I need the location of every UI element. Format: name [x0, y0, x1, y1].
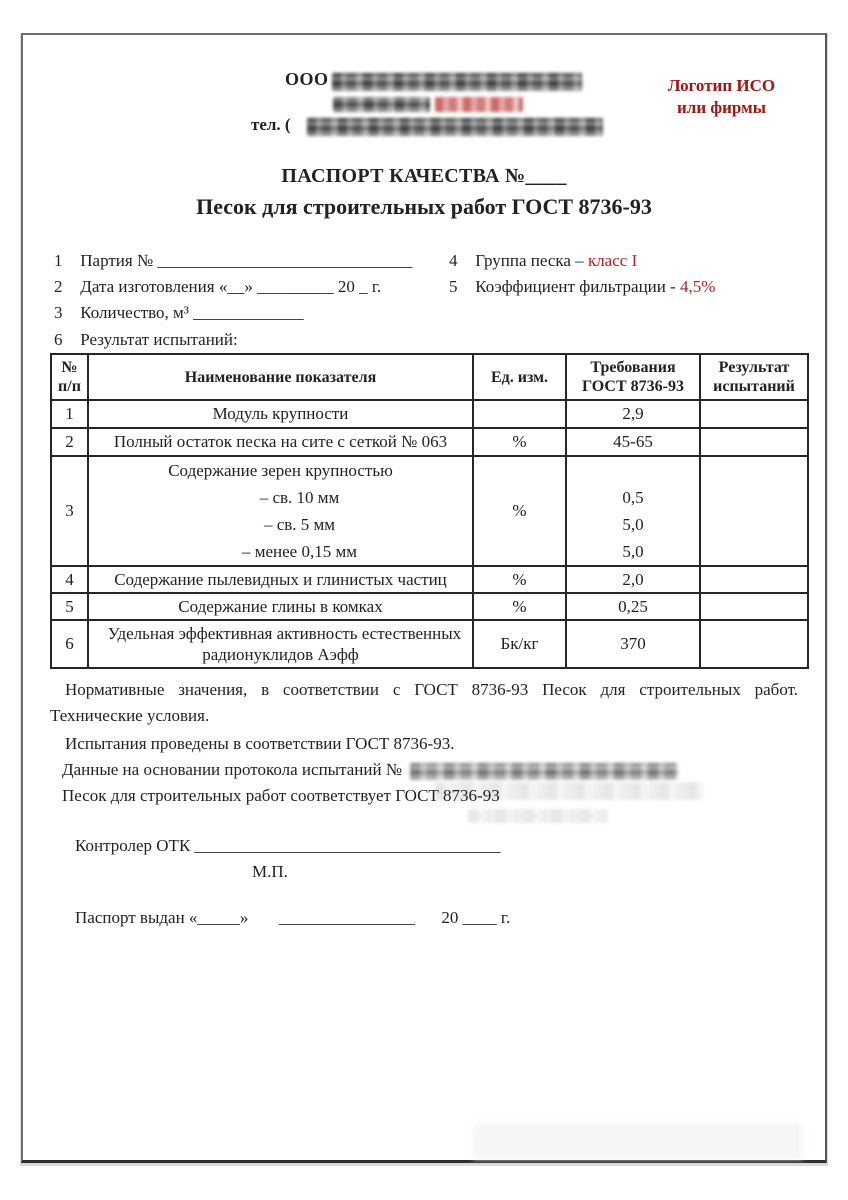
cell-num: 1	[51, 400, 88, 428]
issued-year: 20 ____ г.	[441, 908, 511, 927]
redacted-company-line2	[333, 97, 430, 112]
cell-name: Удельная эффективная активность естественных радионуклидов Аэфф	[88, 620, 473, 668]
grain-item-2: – св. 5 мм	[263, 515, 336, 534]
field-sand-group-value: класс I	[587, 251, 638, 270]
tests-note: Испытания проведены в соответствии ГОСТ 8736-93.	[65, 734, 455, 753]
grain-item-3: – менее 0,15 мм	[241, 542, 357, 561]
document-title-block	[23, 161, 825, 223]
document-title: ПАСПОРТ КАЧЕСТВА №____	[281, 165, 567, 187]
field-date-number: 2	[54, 277, 63, 296]
header-cell-requirements	[566, 354, 700, 400]
controller-line	[75, 833, 501, 859]
cell-unit: %	[473, 566, 566, 593]
header-cell-unit: Ед. изм.	[473, 354, 566, 400]
table-row	[51, 593, 808, 620]
cell-unit: %	[473, 593, 566, 620]
field-filtration-label: Коэффициент фильтрации -	[475, 277, 676, 296]
field-filtration-value: 4,5%	[680, 277, 716, 296]
protocol-prefix: Данные на основании протокола испытаний №	[62, 760, 403, 779]
table-row	[51, 400, 808, 428]
cell-unit	[473, 400, 566, 428]
redacted-company-line2-red	[435, 97, 523, 112]
redacted-phone-number	[307, 118, 603, 136]
field-quantity-number: 3	[54, 303, 63, 322]
cell-requirement: 370	[566, 620, 700, 668]
field-date-day-blank: «__»	[218, 277, 253, 296]
field-filtration-number: 5	[449, 277, 458, 296]
logo-placeholder	[634, 75, 809, 119]
cell-num: 6	[51, 620, 88, 668]
field-manufacture-date	[54, 277, 381, 297]
field-quantity-blank: _____________	[193, 303, 304, 322]
cell-unit: Бк/кг	[473, 620, 566, 668]
redacted-smudge-2	[468, 809, 608, 823]
cell-num: 3	[51, 456, 88, 566]
company-prefix: ООО	[285, 69, 329, 89]
cell-requirement: 45-65	[566, 428, 700, 456]
cell-result	[700, 593, 808, 620]
cell-name: Модуль крупности	[88, 400, 473, 428]
logo-placeholder-line1: Логотип ИСО	[667, 76, 776, 95]
table-row	[51, 428, 808, 456]
cell-requirement: 2,9	[566, 400, 700, 428]
cell-requirement: 0,25	[566, 593, 700, 620]
cell-num: 4	[51, 566, 88, 593]
cell-name	[88, 456, 473, 566]
grain-content-title: Содержание зерен крупностью	[168, 461, 393, 480]
normative-note: Нормативные значения, в соответствии с ГОСТ 8736-93 Песок для строительных работ. Технические условия.	[50, 680, 798, 725]
field-batch-blank: ______________________________	[157, 251, 413, 270]
cell-result	[700, 620, 808, 668]
table-header-row	[51, 354, 808, 400]
header-cell-name: Наименование показателя	[88, 354, 473, 400]
cell-name: Полный остаток песка на сите с сеткой № 063	[88, 428, 473, 456]
header-cell-num	[51, 354, 88, 400]
document-subtitle: Песок для строительных работ ГОСТ 8736-93	[196, 194, 652, 219]
table-row	[51, 620, 808, 668]
field-batch	[54, 251, 412, 271]
issued-blank: ________________	[278, 908, 415, 927]
cell-requirement: 2,0	[566, 566, 700, 593]
field-results-heading	[54, 330, 238, 350]
cell-num: 2	[51, 428, 88, 456]
cell-result	[700, 428, 808, 456]
header-num-line1: №	[61, 359, 78, 376]
grain-req-1: 0,5	[622, 488, 644, 507]
issued-prefix: Паспорт выдан «_____»	[75, 908, 249, 927]
stamp-label: М.П.	[252, 862, 288, 881]
field-sand-group-label: Группа песка –	[475, 251, 584, 270]
header-res-line2: испытаний	[713, 378, 795, 395]
protocol-line	[62, 757, 678, 783]
field-results-label: Результат испытаний:	[80, 330, 238, 349]
grain-req-2: 5,0	[622, 515, 644, 534]
controller-label: Контролер ОТК	[75, 836, 191, 855]
header-req-line1: Требования	[590, 359, 676, 376]
field-quantity-label: Количество, м³	[80, 303, 189, 322]
cell-result	[700, 456, 808, 566]
cell-result	[700, 400, 808, 428]
scan-artifact-smudge	[473, 1123, 803, 1159]
cell-name: Содержание глины в комках	[88, 593, 473, 620]
header-cell-result	[700, 354, 808, 400]
redacted-protocol-number	[410, 763, 678, 780]
controller-blank: ____________________________________	[194, 836, 501, 855]
table-row	[51, 566, 808, 593]
field-sand-group	[449, 251, 637, 271]
grain-req-3: 5,0	[622, 542, 644, 561]
table-row	[51, 456, 808, 566]
field-batch-label: Партия №	[80, 251, 154, 270]
phone-prefix: тел. (	[251, 115, 291, 134]
cell-name: Содержание пылевидных и глинистых частиц	[88, 566, 473, 593]
field-filtration	[449, 277, 715, 297]
issued-line	[75, 905, 510, 931]
header-req-line2: ГОСТ 8736-93	[582, 378, 684, 395]
cell-unit: %	[473, 456, 566, 566]
field-batch-number: 1	[54, 251, 63, 270]
grain-item-1: – св. 10 мм	[259, 488, 340, 507]
field-date-label: Дата изготовления	[80, 277, 215, 296]
conformity-line: Песок для строительных работ соответствует ГОСТ 8736-93	[62, 786, 500, 805]
redacted-company-name	[332, 73, 582, 91]
cell-unit: %	[473, 428, 566, 456]
cell-num: 5	[51, 593, 88, 620]
cell-requirement	[566, 456, 700, 566]
field-sand-group-number: 4	[449, 251, 458, 270]
document-page	[21, 33, 827, 1163]
field-results-number: 6	[54, 330, 63, 349]
field-date-month-blank: _________	[257, 277, 334, 296]
header-res-line1: Результат	[718, 359, 790, 376]
cell-result	[700, 566, 808, 593]
field-date-year-blank: 20 _ г.	[337, 277, 382, 296]
field-quantity	[54, 303, 304, 323]
logo-placeholder-line2: или фирмы	[677, 98, 766, 117]
test-results-table	[50, 353, 809, 669]
header-num-line2: п/п	[58, 378, 81, 395]
